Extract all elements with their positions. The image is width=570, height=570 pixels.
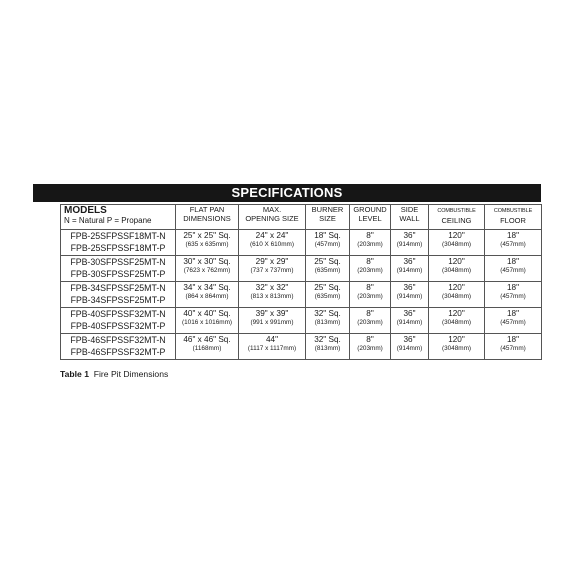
spec-metric: (457mm): [500, 319, 526, 326]
spec-metric: (203mm): [357, 293, 383, 300]
spec-cell: [391, 256, 429, 282]
spec-value: 36": [403, 335, 416, 344]
model-propane: FPB-34SFPSSF25MT-P: [70, 295, 166, 305]
spec-value: 36": [403, 309, 416, 318]
spec-cell: [485, 334, 542, 360]
column-header: BURNER SIZE: [306, 205, 350, 230]
model-cell: [61, 308, 176, 334]
model-natural: FPB-40SFPSSF32MT-N: [70, 309, 166, 319]
column-header: SIDE WALL: [391, 205, 429, 230]
spec-cell: [429, 334, 485, 360]
model-cell: [61, 230, 176, 256]
spec-cell: [485, 256, 542, 282]
spec-value: 44": [265, 335, 278, 344]
spec-value: 120": [448, 257, 465, 266]
spec-metric: (457mm): [500, 241, 526, 248]
spec-cell: [176, 334, 239, 360]
spec-metric: (610 X 610mm): [249, 241, 295, 248]
model-natural: FPB-46SFPSSF32MT-N: [70, 335, 166, 345]
spec-metric: (813 x 813mm): [250, 293, 294, 300]
spec-metric: (991 x 991mm): [250, 319, 294, 326]
spec-metric: (1117 x 1117mm): [247, 345, 297, 352]
model-propane: FPB-30SFPSSF25MT-P: [70, 269, 166, 279]
spec-value: 34" x 34" Sq.: [183, 283, 231, 292]
spec-value: 30" x 30" Sq.: [183, 257, 231, 266]
spec-value: 18" Sq.: [314, 231, 341, 240]
spec-value: 18": [506, 335, 519, 344]
spec-cell: [350, 230, 391, 256]
spec-metric: (864 x 864mm): [185, 293, 229, 300]
spec-metric: (635mm): [314, 267, 341, 274]
spec-value: 8": [366, 283, 374, 292]
spec-cell: [239, 308, 306, 334]
spec-value: 36": [403, 283, 416, 292]
spec-metric: (737 x 737mm): [250, 267, 294, 274]
spec-value: 8": [366, 309, 374, 318]
models-title: MODELS: [64, 205, 107, 216]
specifications-header: SPECIFICATIONS: [33, 184, 541, 202]
table-row: [61, 334, 542, 360]
spec-cell: [306, 308, 350, 334]
specifications-table: [60, 204, 542, 360]
spec-value: 8": [366, 257, 374, 266]
spec-cell: [350, 334, 391, 360]
spec-metric: (3048mm): [441, 293, 472, 300]
spec-value: 18": [506, 257, 519, 266]
table-caption: [60, 369, 168, 379]
model-natural: FPB-30SFPSSF25MT-N: [70, 257, 166, 267]
spec-cell: [350, 308, 391, 334]
spec-metric: (7623 x 762mm): [183, 267, 231, 274]
model-cell: [61, 282, 176, 308]
column-header: COMBUSTIBLE FLOOR: [485, 205, 542, 230]
spec-metric: (457mm): [500, 345, 526, 352]
spec-metric: (914mm): [396, 345, 423, 352]
spec-cell: [391, 282, 429, 308]
spec-value: 120": [448, 309, 465, 318]
spec-cell: [485, 282, 542, 308]
spec-cell: [176, 256, 239, 282]
spec-metric: (3048mm): [441, 319, 472, 326]
spec-metric: (1016 x 1016mm): [181, 319, 233, 326]
spec-cell: [429, 308, 485, 334]
spec-metric: (813mm): [314, 345, 341, 352]
spec-metric: (635mm): [314, 293, 341, 300]
model-propane: FPB-40SFPSSF32MT-P: [70, 321, 166, 331]
spec-metric: (3048mm): [441, 345, 472, 352]
spec-metric: (635 x 635mm): [185, 241, 229, 248]
model-propane: FPB-25SFPSSF18MT-P: [70, 243, 166, 253]
spec-metric: (3048mm): [441, 267, 472, 274]
model-propane: FPB-46SFPSSF32MT-P: [70, 347, 166, 357]
model-cell: [61, 256, 176, 282]
spec-cell: [429, 256, 485, 282]
spec-value: 32" Sq.: [314, 335, 341, 344]
spec-value: 39" x 39": [255, 309, 289, 318]
spec-cell: [350, 256, 391, 282]
spec-metric: (203mm): [357, 241, 383, 248]
spec-value: 36": [403, 257, 416, 266]
spec-metric: (457mm): [500, 267, 526, 274]
spec-cell: [176, 282, 239, 308]
spec-value: 18": [506, 309, 519, 318]
model-natural: FPB-34SFPSSF25MT-N: [70, 283, 166, 293]
spec-value: 25" x 25" Sq.: [183, 231, 231, 240]
spec-cell: [239, 256, 306, 282]
table-row: [61, 282, 542, 308]
spec-value: 25" Sq.: [314, 283, 341, 292]
spec-metric: (203mm): [357, 267, 383, 274]
spec-cell: [176, 308, 239, 334]
spec-metric: (457mm): [314, 241, 341, 248]
spec-cell: [391, 308, 429, 334]
spec-cell: [239, 334, 306, 360]
spec-cell: [350, 282, 391, 308]
spec-cell: [239, 230, 306, 256]
spec-value: 18": [506, 231, 519, 240]
spec-cell: [485, 230, 542, 256]
spec-value: 36": [403, 231, 416, 240]
spec-value: 120": [448, 231, 465, 240]
spec-cell: [306, 256, 350, 282]
table-row: [61, 308, 542, 334]
spec-metric: (914mm): [396, 267, 423, 274]
spec-cell: [176, 230, 239, 256]
spec-metric: (914mm): [396, 319, 423, 326]
spec-cell: [485, 308, 542, 334]
spec-metric: (813mm): [314, 319, 341, 326]
spec-value: 29" x 29": [255, 257, 289, 266]
column-header: COMBUSTIBLE CEILING: [429, 205, 485, 230]
spec-cell: [239, 282, 306, 308]
table-row: [61, 256, 542, 282]
spec-value: 32" Sq.: [314, 309, 341, 318]
spec-cell: [306, 230, 350, 256]
spec-value: 8": [366, 335, 374, 344]
spec-cell: [429, 230, 485, 256]
column-header: GROUND LEVEL: [350, 205, 391, 230]
spec-value: 8": [366, 231, 374, 240]
spec-value: 18": [506, 283, 519, 292]
column-header: MAX. OPENING SIZE: [239, 205, 306, 230]
spec-metric: (457mm): [500, 293, 526, 300]
models-legend: N = Natural P = Propane: [64, 216, 152, 225]
spec-cell: [429, 282, 485, 308]
spec-value: 25" Sq.: [314, 257, 341, 266]
table-row: [61, 230, 542, 256]
model-cell: [61, 334, 176, 360]
spec-value: 24" x 24": [255, 231, 289, 240]
table-header-row: [61, 205, 542, 230]
spec-metric: (203mm): [357, 345, 383, 352]
spec-cell: [306, 334, 350, 360]
spec-value: 120": [448, 335, 465, 344]
spec-metric: (914mm): [396, 241, 423, 248]
spec-cell: [391, 230, 429, 256]
caption-label: Table 1: [60, 369, 89, 379]
spec-cell: [306, 282, 350, 308]
spec-value: 32" x 32": [255, 283, 289, 292]
spec-cell: [391, 334, 429, 360]
models-header: [61, 205, 176, 230]
column-header: FLAT PAN DIMENSIONS: [176, 205, 239, 230]
caption-text: Fire Pit Dimensions: [93, 369, 169, 379]
spec-metric: (914mm): [396, 293, 423, 300]
spec-metric: (1168mm): [192, 345, 222, 352]
model-natural: FPB-25SFPSSF18MT-N: [70, 231, 166, 241]
spec-metric: (203mm): [357, 319, 383, 326]
spec-metric: (3048mm): [441, 241, 472, 248]
spec-value: 40" x 40" Sq.: [183, 309, 231, 318]
spec-value: 46" x 46" Sq.: [183, 335, 231, 344]
spec-value: 120": [448, 283, 465, 292]
